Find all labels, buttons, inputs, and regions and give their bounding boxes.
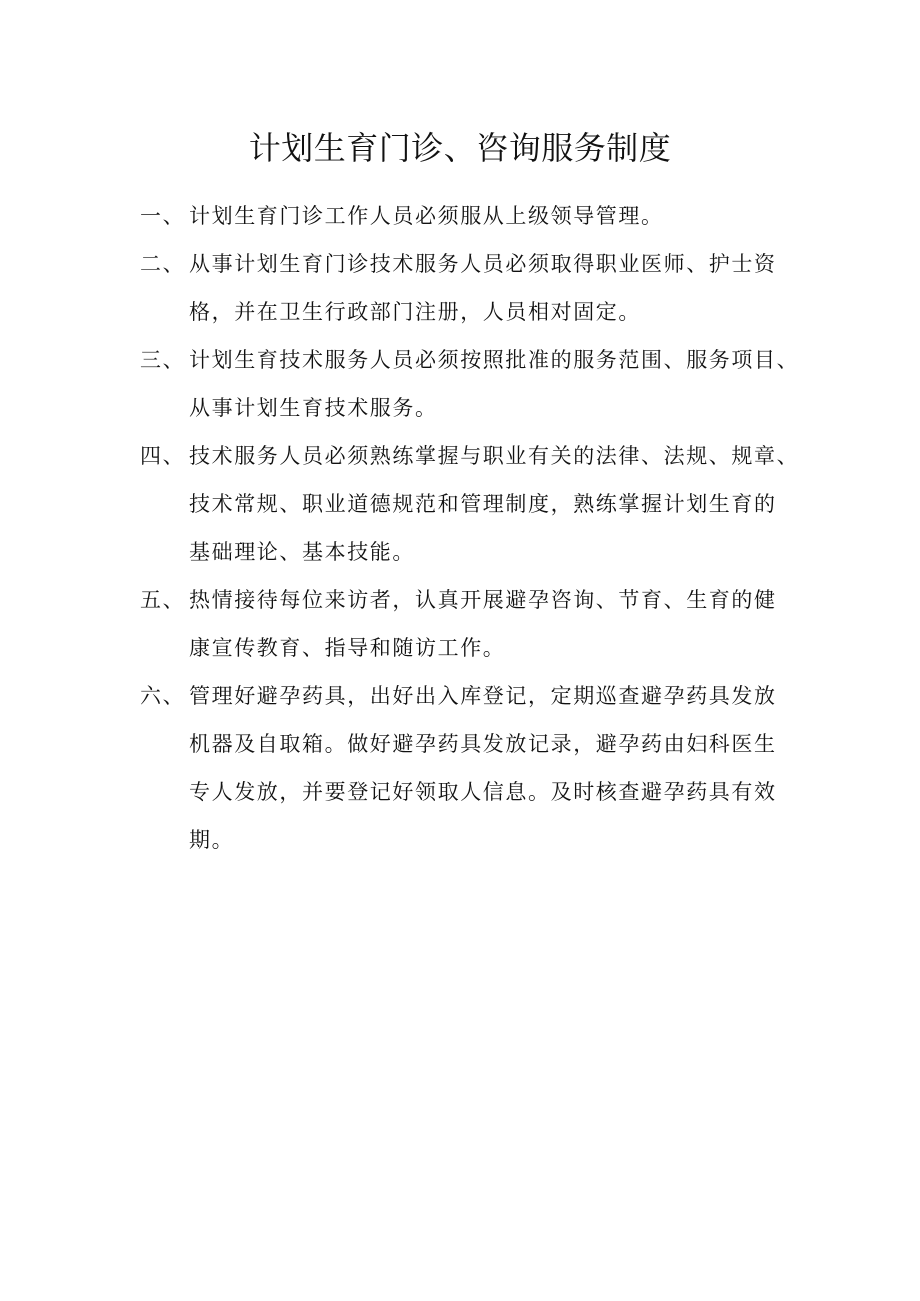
- rule-number: 四、: [140, 444, 186, 468]
- rule-text-line: 技术常规、职业道德规范和管理制度，熟练掌握计划生育的: [189, 492, 777, 516]
- rule-text-line: 期。: [189, 828, 235, 852]
- rule-text-line: 计划生育技术服务人员必须按照批准的服务范围、服务项目、: [189, 348, 800, 372]
- rule-item-2: [140, 240, 790, 336]
- rule-number: 六、: [140, 684, 186, 708]
- rule-text-line: 康宣传教育、指导和随访工作。: [189, 636, 506, 660]
- rule-text-line: 专人发放，并要登记好领取人信息。及时核查避孕药具有效: [189, 780, 777, 804]
- rule-item-5: [140, 576, 790, 672]
- rule-item-4: [140, 432, 800, 576]
- rule-number: 五、: [140, 588, 186, 612]
- rule-item-6: [140, 672, 790, 864]
- rule-text-line: 技术服务人员必须熟练掌握与职业有关的法律、法规、规章、: [189, 444, 800, 468]
- rule-item-1: [140, 192, 790, 240]
- rule-text-line: 机器及自取箱。做好避孕药具发放记录，避孕药由妇科医生: [189, 732, 777, 756]
- rule-number: 一、: [140, 204, 186, 228]
- rule-number: 三、: [140, 348, 186, 372]
- rule-text-line: 从事计划生育门诊技术服务人员必须取得职业医师、护士资: [189, 252, 777, 276]
- document-title: 计划生育门诊、咨询服务制度: [248, 129, 672, 167]
- rule-number: 二、: [140, 252, 186, 276]
- rule-text-line: 计划生育门诊工作人员必须服从上级领导管理。: [189, 204, 664, 228]
- rule-text-line: 热情接待每位来访者，认真开展避孕咨询、节育、生育的健: [189, 588, 777, 612]
- rule-text-line: 管理好避孕药具，出好出入库登记，定期巡查避孕药具发放: [189, 684, 777, 708]
- rule-item-3: [140, 336, 800, 432]
- rule-text-line: 从事计划生育技术服务。: [189, 396, 438, 420]
- rules-list: [140, 192, 800, 864]
- rule-text-line: 基础理论、基本技能。: [189, 540, 415, 564]
- rule-text-line: 格，并在卫生行政部门注册，人员相对固定。: [189, 300, 641, 324]
